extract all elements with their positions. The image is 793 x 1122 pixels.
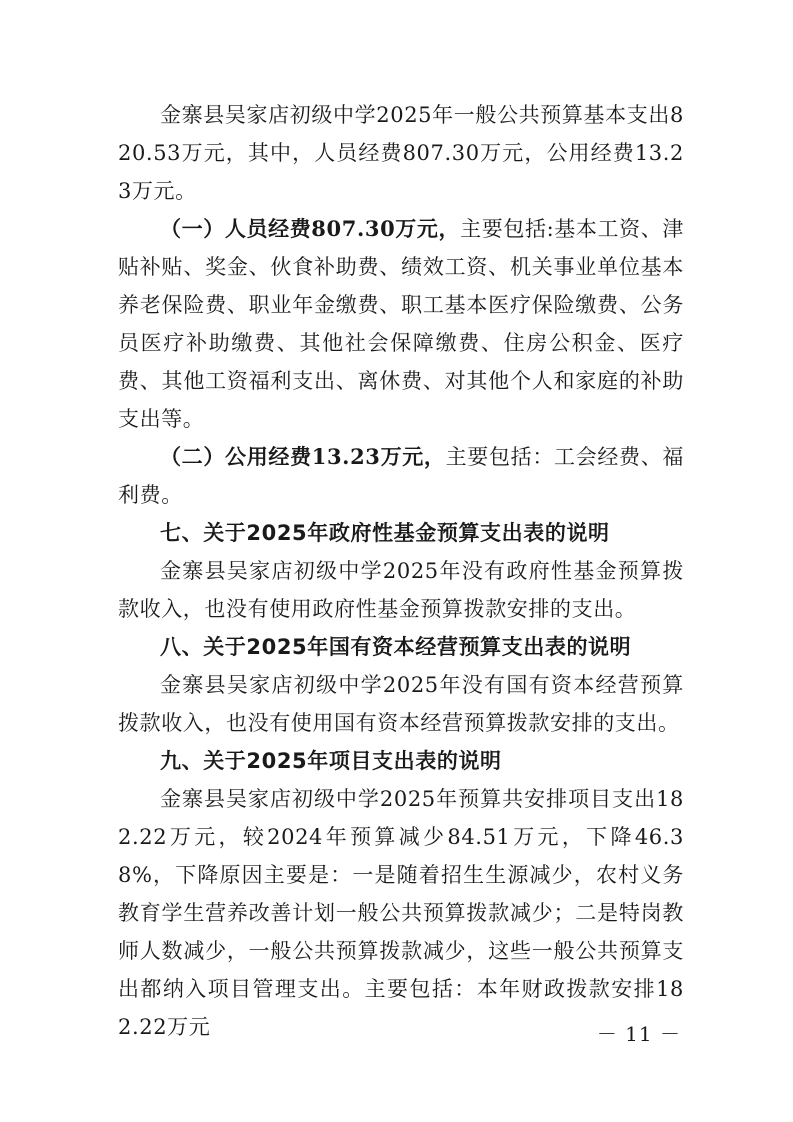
personnel-expenses-lead: （一）人员经费807.30万元， bbox=[160, 216, 461, 241]
page-number: － 11 － bbox=[596, 1022, 681, 1046]
personnel-expenses-body: 主要包括:基本工资、津贴补贴、奖金、伙食补助费、绩效工资、机关事业单位基本养老保险费、职业年金缴费、职工基本医疗保险缴费、公务员医疗补助缴费、其他社会保障缴费、住房公积金、医疗费、其他工资福利支出、离休费、对其他个人和家庭的补助支出等。 bbox=[118, 217, 684, 431]
paragraph-state-capital: 金寨县吴家店初级中学2025年没有国有资本经营预算拨款收入，也没有使用国有资本经营预算拨款安排的支出。 bbox=[118, 673, 684, 735]
paragraph-project-expenditure: 金寨县吴家店初级中学2025年预算共安排项目支出182.22万元，较2024年预算减少84.51万元，下降46.38%，下降原因主要是：一是随着招生生源减少，农村义务教育学生营养改善计划一般公共预算拨款减少；二是特岗教师人数减少，一般公共预算拨款减少，这些一般公共预算支出都纳入项目管理支出。主要包括：本年财政拨款安排182.22万元 bbox=[118, 787, 684, 1039]
paragraph-personnel-expenses bbox=[118, 210, 684, 438]
section-heading-9: 九、关于2025年项目支出表的说明 bbox=[160, 749, 502, 773]
section-heading-8: 八、关于2025年国有资本经营预算支出表的说明 bbox=[160, 635, 632, 659]
page-content bbox=[118, 96, 684, 1046]
paragraph-government-fund: 金寨县吴家店初级中学2025年没有政府性基金预算拨款收入，也没有使用政府性基金预算拨款安排的支出。 bbox=[118, 559, 684, 621]
paragraph-basic-expenditure: 金寨县吴家店初级中学2025年一般公共预算基本支出820.53万元，其中，人员经费807.30万元，公用经费13.23万元。 bbox=[118, 103, 684, 203]
paragraph-public-expenses bbox=[118, 438, 684, 514]
public-expenses-body: 主要包括：工会经费、福利费。 bbox=[118, 445, 684, 507]
section-heading-7: 七、关于2025年政府性基金预算支出表的说明 bbox=[160, 521, 610, 545]
public-expenses-lead: （二）公用经费13.23万元， bbox=[160, 444, 446, 469]
